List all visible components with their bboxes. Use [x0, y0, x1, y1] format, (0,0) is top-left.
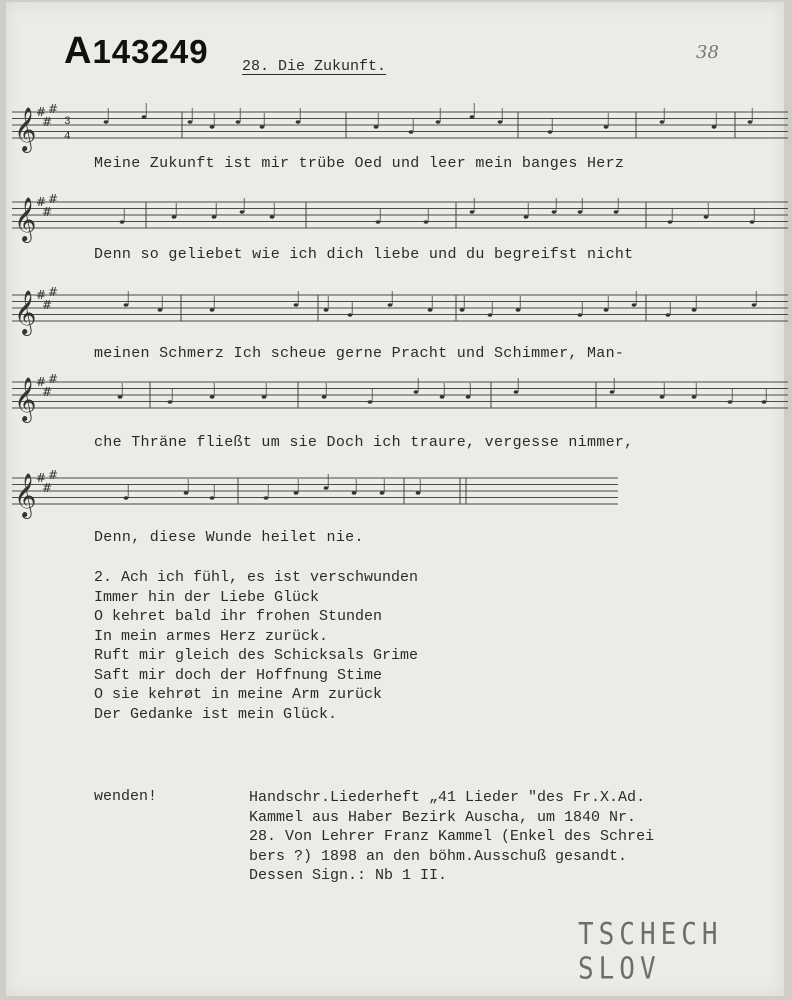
- verse-line: Der Gedanke ist mein Glück.: [94, 705, 338, 723]
- stamp: TSCHECH SLOV: [578, 917, 723, 987]
- source-line: Dessen Sign.: Nb 1 II.: [249, 867, 448, 884]
- svg-text:#: #: [42, 480, 53, 495]
- verse-2: [94, 568, 418, 724]
- svg-text:#: #: [48, 101, 59, 116]
- source-line: bers ?) 1898 an den böhm.Ausschuß gesandt.: [249, 847, 628, 865]
- music-staff-3: [6, 285, 792, 345]
- verse-line: O sie kehrøt in meine Arm zurück: [94, 686, 383, 703]
- svg-text:#: #: [48, 191, 59, 206]
- svg-text:4: 4: [64, 131, 71, 143]
- music-staff-5: [6, 468, 792, 528]
- svg-text:#: #: [42, 204, 53, 219]
- lyrics-line-2: Denn so geliebet wie ich dich liebe und du begreifst nicht: [94, 246, 634, 263]
- svg-text:#: #: [36, 105, 47, 119]
- svg-text:𝄞: 𝄞: [14, 197, 37, 241]
- svg-text:𝄞: 𝄞: [14, 290, 37, 334]
- document-page: [6, 2, 784, 996]
- source-line: Kammel aus Haber Bezirk Auscha, um 1840 Nr.: [249, 808, 637, 826]
- verse-line: In mein armes Herz zurück.: [94, 627, 329, 645]
- archive-id: [64, 30, 209, 73]
- verse-line: 2. Ach ich fühl, es ist verschwunden: [94, 569, 419, 586]
- archive-id-letter: A: [64, 30, 93, 72]
- source-note: [249, 788, 792, 886]
- song-title: 28. Die Zukunft.: [242, 58, 387, 75]
- svg-text:#: #: [42, 297, 53, 312]
- archive-id-number: 143249: [92, 33, 209, 70]
- svg-text:#: #: [42, 114, 53, 129]
- svg-text:𝄞: 𝄞: [14, 107, 37, 151]
- svg-text:#: #: [36, 288, 47, 302]
- verse-line: O kehret bald ihr frohen Stunden: [94, 608, 383, 625]
- turn-page-note: wenden!: [94, 788, 158, 805]
- svg-text:#: #: [36, 471, 47, 485]
- svg-text:#: #: [48, 284, 59, 299]
- lyrics-line-3: meinen Schmerz Ich scheue gerne Pracht und Schimmer, Man-: [94, 345, 625, 362]
- page-number: 38: [696, 42, 719, 63]
- lyrics-line-5: Denn, diese Wunde heilet nie.: [94, 529, 364, 546]
- svg-text:#: #: [48, 371, 59, 386]
- svg-text:#: #: [36, 375, 47, 389]
- lyrics-line-1: Meine Zukunft ist mir trübe Oed und leer mein banges Herz: [94, 155, 625, 172]
- verse-line: Immer hin der Liebe Glück: [94, 588, 320, 606]
- svg-text:𝄞: 𝄞: [14, 473, 37, 517]
- verse-line: Saft mir doch der Hoffnung Stime: [94, 666, 383, 684]
- music-staff-2: [6, 192, 792, 252]
- music-staff-4: [6, 372, 792, 432]
- source-line: Handschr.Liederheft „41 Lieder "des Fr.X.Ad.: [249, 789, 646, 806]
- svg-text:3: 3: [64, 116, 71, 128]
- music-staff-1: [6, 102, 792, 162]
- svg-text:#: #: [42, 384, 53, 399]
- verse-line: Ruft mir gleich des Schicksals Grime: [94, 647, 419, 664]
- svg-text:#: #: [48, 467, 59, 482]
- svg-text:#: #: [36, 195, 47, 209]
- svg-text:𝄞: 𝄞: [14, 377, 37, 421]
- lyrics-line-4: che Thräne fließt um sie Doch ich traure, vergesse nimmer,: [94, 434, 634, 451]
- source-line: 28. Von Lehrer Franz Kammel (Enkel des Schrei: [249, 828, 655, 845]
